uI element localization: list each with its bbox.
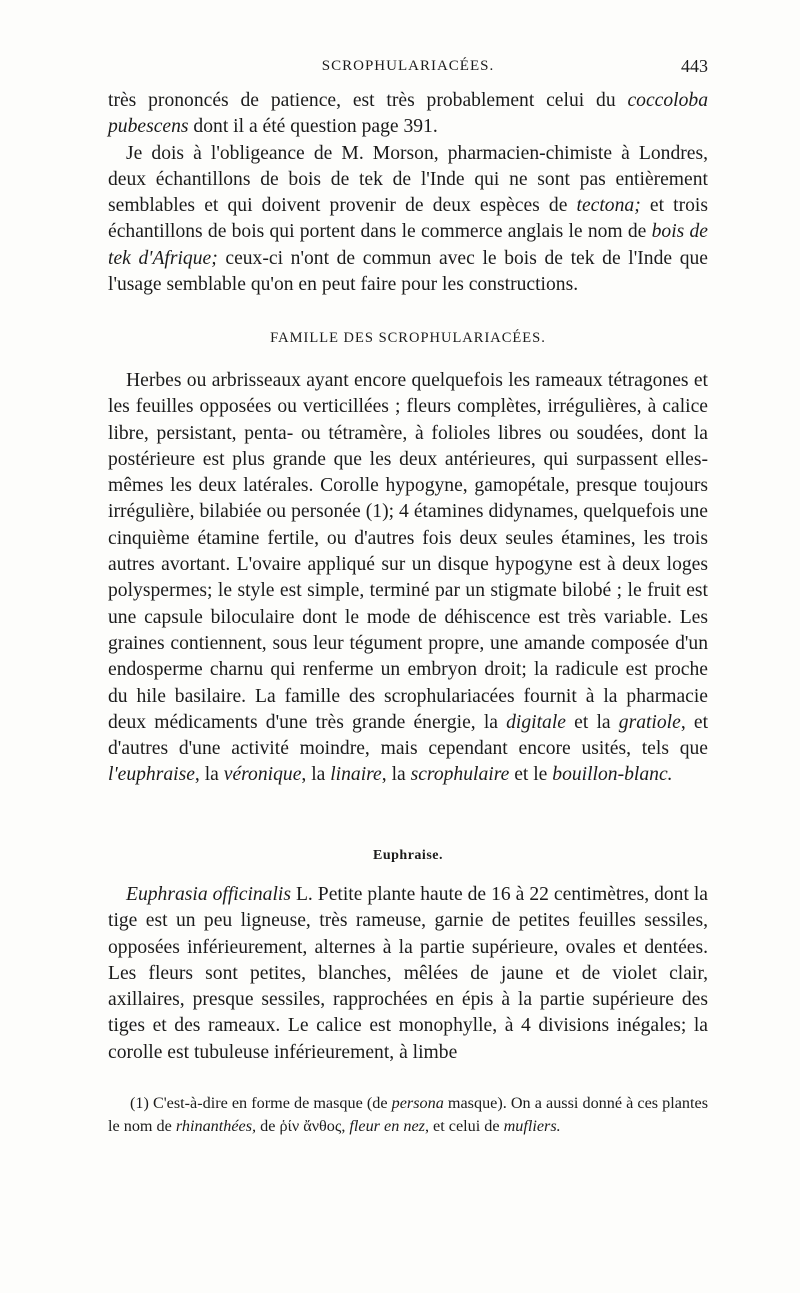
intro-paragraph-1: très prononcés de patience, est très probablement celui du coccoloba pubescens dont il a été question page 391. [108,90,708,138]
euphraise-heading: Euphraise. [373,848,443,863]
euphraise-paragraph: Euphrasia officinalis L. Petite plante haute de 16 à 22 centimètres, dont la tige est un peu ligneuse, très rameuse, garnie de petites feuilles sessiles, opposées inférieurement, alternes à la partie supérieure, ovales et dentées. Les fleurs sont petites, blanches, mêlées de jaune et de violet clair, axillaires, presque sessiles, rapprochées en épis à la partie supérieure des tiges et des rameaux. Le calice est monophylle, à 4 divisions inégales; la corolle est tubuleuse inférieurement, à limbe [108,884,709,1063]
family-paragraph: Herbes ou arbrisseaux ayant encore quelquefois les rameaux tétragones et les feuilles opposées ou verticillées ; fleurs complètes, irrégulières, à calice libre, persistant, penta- ou tétramère, à folioles libres ou soudées, dont la postérieure est plus grande que les deux antérieures, qui surpassent elles-mêmes les deux latérales. Corolle hypogyne, gamopétale, presque toujours irrégulière, bilabiée ou personée (1); 4 étamines didynames, quelquefois une cinquième étamine fertile, ou d'autres fois deux seules étamines, les trois autres avortant. L'ovaire appliqué sur un disque hypogyne est à deux loges polyspermes; le style est simple, terminé par un stigmate bilobé ; le fruit est une capsule biloculaire dont le mode de déhiscence est très variable. Les graines contiennent, sous leur tégument propre, une amande composée d'un endosperme charnu qui renferme un embryon droit; la radicule est proche du hile basilaire. La famille des scrophulariacées fournit à la pharmacie deux médicaments d'une très grande énergie, la digitale et la gratiole, et d'autres d'une activité moindre, mais cependant encore usités, tels que l'euphraise, la véronique, la linaire, la scrophulaire et le bouillon-blanc. [108,370,709,786]
footnote [108,1092,708,1138]
running-title: SCROPHULARIACÉES. [321,58,495,74]
running-head [108,58,708,82]
family-description [108,368,708,789]
intro-text [108,88,708,298]
euphraise-description [108,882,708,1066]
greek-text: ῥίν ἄνθος [279,1117,342,1135]
family-heading: FAMILLE DES SCROPHULARIACÉES. [270,330,546,346]
page-number: 443 [681,56,708,76]
intro-paragraph-2: Je dois à l'obligeance de M. Morson, pharmacien-chimiste à Londres, deux échantillons de bois de tek de l'Inde qui ne sont pas entièrement semblables et qui doivent provenir de deux espèces de tectona; et trois échantillons de bois qui portent dans le commerce anglais le nom de bois de tek d'Afrique; ceux-ci n'ont de commun avec le bois de tek de l'Inde que l'usage semblable qu'on en peut faire pour les constructions. [108,142,708,296]
footnote-paragraph: (1) C'est-à-dire en forme de masque (de persona masque). On a aussi donné à ces plantes le nom de rhinanthées, de ῥίν ἄνθος, fleur en nez, et celui de mufliers. [108,1094,708,1135]
